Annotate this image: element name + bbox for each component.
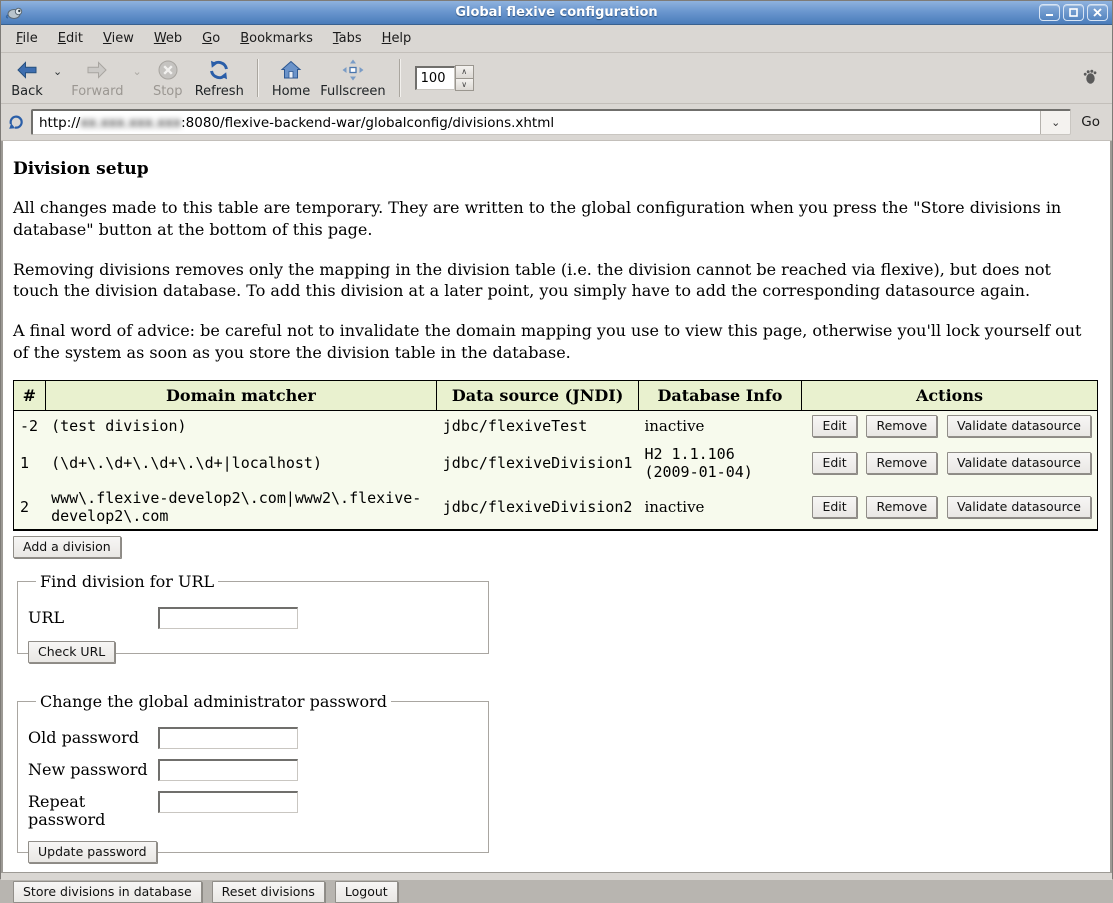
go-button[interactable]: Go xyxy=(1081,114,1100,130)
col-header-id: # xyxy=(14,380,46,410)
add-division-button[interactable]: Add a division xyxy=(13,536,121,558)
division-datasource: jdbc/flexiveTest xyxy=(437,410,639,441)
fullscreen-button[interactable]: Fullscreen xyxy=(315,56,390,101)
forward-button[interactable]: Forward xyxy=(66,56,128,101)
maximize-button[interactable] xyxy=(1063,4,1084,21)
check-url-button[interactable]: Check URL xyxy=(28,641,115,663)
col-header-actions: Actions xyxy=(801,380,1097,410)
address-input[interactable] xyxy=(31,109,1071,135)
col-header-domain-matcher: Domain matcher xyxy=(45,380,437,410)
repeat-password-input[interactable] xyxy=(158,791,298,813)
back-arrow-icon xyxy=(15,58,39,83)
site-icon xyxy=(7,113,25,131)
new-password-label: New password xyxy=(28,759,148,779)
home-icon xyxy=(279,58,303,83)
divisions-table xyxy=(13,380,1098,531)
find-division-fieldset xyxy=(17,571,489,659)
division-domain-matcher: (\d+\.\d+\.\d+\.\d+|localhost) xyxy=(45,441,437,485)
forward-arrow-icon xyxy=(85,58,109,83)
fullscreen-icon xyxy=(341,58,365,83)
addressbar xyxy=(1,104,1112,141)
menu-file[interactable]: File xyxy=(16,31,38,46)
menu-web[interactable]: Web xyxy=(153,31,183,46)
status-strip xyxy=(1,872,1112,880)
new-password-input[interactable] xyxy=(158,759,298,781)
page-content xyxy=(1,141,1112,899)
zoom-increase-button[interactable]: ∧ xyxy=(456,66,473,78)
refresh-button[interactable]: Refresh xyxy=(190,56,249,101)
division-table-body xyxy=(14,410,1098,530)
menu-view[interactable]: View xyxy=(102,31,134,46)
division-db-info: inactive xyxy=(638,485,801,530)
window-title: Global flexive configuration xyxy=(455,5,658,20)
edit-button[interactable]: Edit xyxy=(812,452,856,474)
menu-help[interactable]: Help xyxy=(381,31,412,46)
division-db-info: H2 1.1.106 (2009-01-04) xyxy=(638,441,801,485)
close-button[interactable] xyxy=(1087,4,1108,21)
menu-go[interactable]: Go xyxy=(202,31,221,46)
col-header-datasource: Data source (JNDI) xyxy=(437,380,639,410)
url-label: URL xyxy=(28,607,65,627)
page-title: Division setup xyxy=(13,159,149,179)
back-button[interactable]: Back xyxy=(5,56,49,101)
menubar xyxy=(1,25,1112,53)
division-db-info: inactive xyxy=(638,410,801,441)
menu-edit[interactable]: Edit xyxy=(57,31,83,46)
stop-icon xyxy=(156,58,180,83)
division-id: 1 xyxy=(14,441,46,485)
validate-datasource-button[interactable]: Validate datasource xyxy=(947,415,1091,437)
stop-button[interactable]: Stop xyxy=(146,56,190,101)
table-header-row xyxy=(14,380,1098,410)
table-row xyxy=(14,410,1098,441)
toolbar-separator xyxy=(257,59,259,97)
table-row xyxy=(14,441,1098,485)
zoom-level-input[interactable] xyxy=(415,66,455,90)
validate-datasource-button[interactable]: Validate datasource xyxy=(947,496,1091,518)
toolbar xyxy=(1,53,1112,104)
address-url-host-redacted: xx.xxx.xxx.xxx xyxy=(80,114,182,131)
home-button[interactable]: Home xyxy=(267,56,315,101)
zoom-decrease-button[interactable]: ∨ xyxy=(456,78,473,90)
address-dropdown-button[interactable]: ⌄ xyxy=(1040,111,1070,134)
division-domain-matcher: www\.flexive-develop2\.com|www2\.flexive-develop2\.com xyxy=(45,485,437,530)
col-header-database-info: Database Info xyxy=(638,380,801,410)
division-datasource: jdbc/flexiveDivision2 xyxy=(437,485,639,530)
division-id: 2 xyxy=(14,485,46,530)
reset-divisions-button[interactable]: Reset divisions xyxy=(212,881,325,903)
division-datasource: jdbc/flexiveDivision1 xyxy=(437,441,639,485)
menu-tabs[interactable]: Tabs xyxy=(332,31,362,46)
edit-button[interactable]: Edit xyxy=(812,415,856,437)
old-password-input[interactable] xyxy=(158,727,298,749)
back-history-dropdown[interactable]: ⌄ xyxy=(53,64,63,78)
change-password-fieldset xyxy=(17,691,489,860)
edit-button[interactable]: Edit xyxy=(812,496,856,518)
division-domain-matcher: (test division) xyxy=(45,410,437,441)
menu-bookmarks[interactable]: Bookmarks xyxy=(240,31,313,46)
address-url-text: http://xx.xxx.xxx.xxx:8080/flexive-backend-war/globalconfig/divisions.xhtml xyxy=(39,114,555,131)
toolbar-separator xyxy=(399,59,401,97)
table-row xyxy=(14,485,1098,530)
remove-button[interactable]: Remove xyxy=(866,452,937,474)
store-divisions-button[interactable]: Store divisions in database xyxy=(13,881,202,903)
old-password-label: Old password xyxy=(28,727,139,747)
remove-button[interactable]: Remove xyxy=(866,496,937,518)
logout-button[interactable]: Logout xyxy=(335,881,398,903)
repeat-password-label: Repeat password xyxy=(28,791,106,829)
forward-history-dropdown[interactable]: ⌄ xyxy=(132,64,142,78)
advice-paragraph: A final word of advice: be careful not to invalidate the domain mapping you use to view this page, otherwise you'll lock yourself out of the system as soon as you store the division table in the database. xyxy=(13,321,1082,362)
change-password-legend: Change the global administrator password xyxy=(40,691,387,711)
validate-datasource-button[interactable]: Validate datasource xyxy=(947,452,1091,474)
refresh-icon xyxy=(207,58,231,83)
minimize-button[interactable] xyxy=(1039,4,1060,21)
gnome-foot-throbber-icon xyxy=(1082,67,1106,89)
intro-paragraph: All changes made to this table are temporary. They are written to the global configuration when you press the "Store divisions in database" button at the bottom of this page. xyxy=(13,198,1062,239)
zoom-level-spinner xyxy=(415,65,474,91)
division-id: -2 xyxy=(14,410,46,441)
update-password-button[interactable]: Update password xyxy=(28,841,157,863)
url-input[interactable] xyxy=(158,607,298,629)
find-division-legend: Find division for URL xyxy=(40,571,215,591)
removal-paragraph: Removing divisions removes only the mapping in the division table (i.e. the division cannot be reached via flexive), but does not touch the division database. To add this division at a later point, you simply have to add the corresponding datasource again. xyxy=(13,259,1051,301)
titlebar xyxy=(1,1,1112,25)
remove-button[interactable]: Remove xyxy=(866,415,937,437)
